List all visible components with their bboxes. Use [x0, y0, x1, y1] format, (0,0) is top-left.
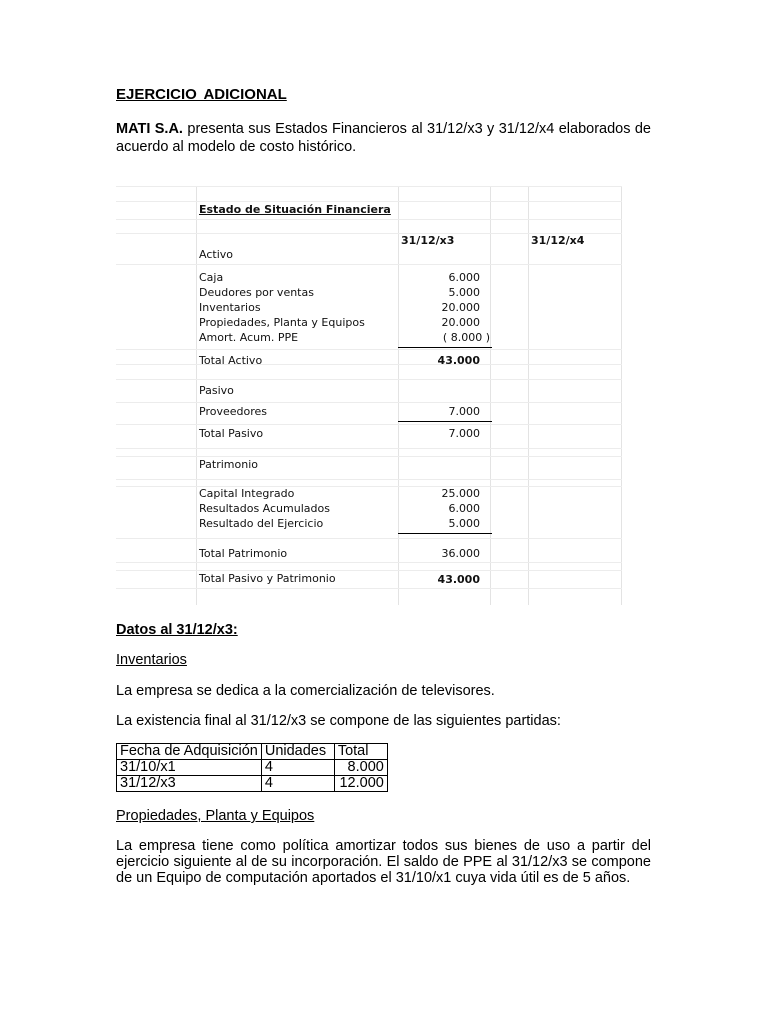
row-label: Capital Integrado: [199, 487, 295, 500]
section-patrimonio: Patrimonio: [199, 458, 258, 471]
row-value: 6.000: [448, 502, 480, 515]
sheet-title: Estado de Situación Financiera: [199, 203, 391, 216]
total-pasivo-label: Total Pasivo: [199, 427, 264, 440]
inventarios-paragraph-2: La existencia final al 31/12/x3 se compone de las siguientes partidas:: [116, 713, 561, 729]
grand-total-label: Total Pasivo y Patrimonio: [199, 572, 336, 585]
datos-heading: Datos al 31/12/x3:: [116, 622, 238, 638]
row-value: 6.000: [448, 271, 480, 284]
table-cell: 4: [261, 760, 334, 776]
row-label: Proveedores: [199, 405, 267, 418]
row-label: Caja: [199, 271, 224, 284]
row-value: 5.000: [448, 286, 480, 299]
table-cell: 31/10/x1: [117, 760, 262, 776]
row-label: Amort. Acum. PPE: [199, 331, 299, 344]
row-label: Resultado del Ejercicio: [199, 517, 324, 530]
grand-total-value: 43.000: [437, 573, 480, 586]
row-value: ( 8.000 ): [442, 331, 490, 344]
inventarios-heading: Inventarios: [116, 652, 187, 668]
row-label: Deudores por ventas: [199, 286, 314, 299]
intro-text: presenta sus Estados Financieros al 31/12/x3 y 31/12/x4 elaborados de acuerdo al modelo de costo histórico.: [116, 121, 651, 155]
table-row: [117, 776, 388, 792]
table-row: [117, 760, 388, 776]
row-value: 5.000: [448, 517, 480, 530]
balance-sheet: [116, 186, 622, 605]
inventarios-paragraph-1: La empresa se dedica a la comercialización de televisores.: [116, 683, 495, 699]
section-activo: Activo: [199, 248, 233, 261]
table-cell: 4: [261, 776, 334, 792]
table-header: Unidades: [261, 744, 334, 760]
table-cell: 8.000: [334, 760, 387, 776]
col-header-x4: 31/12/x4: [531, 234, 585, 247]
table-header: Total: [334, 744, 387, 760]
row-label: Propiedades, Planta y Equipos: [199, 316, 365, 329]
total-patrimonio-label: Total Patrimonio: [199, 547, 288, 560]
row-value: 7.000: [448, 405, 480, 418]
total-activo-label: Total Activo: [199, 354, 263, 367]
inventory-table: [116, 743, 388, 792]
document-title: EJERCICIO ADICIONAL: [116, 86, 287, 103]
row-label: Resultados Acumulados: [199, 502, 330, 515]
section-pasivo: Pasivo: [199, 384, 234, 397]
ppe-heading: Propiedades, Planta y Equipos: [116, 808, 315, 824]
table-header: Fecha de Adquisición: [117, 744, 262, 760]
table-cell: 31/12/x3: [117, 776, 262, 792]
row-label: Inventarios: [199, 301, 261, 314]
table-cell: 12.000: [334, 776, 387, 792]
ppe-paragraph: La empresa tiene como política amortizar todos sus bienes de uso a partir del ejercicio siguiente al de su incorporación. El saldo de PPE al 31/12/x3 se compone de un Equipo de computación aportados el 31/10/x1 cuya vida útil es de 5 años.: [116, 838, 651, 886]
company-name: MATI S.A.: [116, 121, 183, 137]
table-header-row: [117, 744, 388, 760]
intro-paragraph: [116, 120, 651, 156]
row-value: 20.000: [441, 316, 480, 329]
total-activo-value: 43.000: [437, 354, 480, 367]
col-header-x3: 31/12/x3: [401, 234, 455, 247]
total-pasivo-value: 7.000: [448, 427, 480, 440]
row-value: 20.000: [441, 301, 480, 314]
row-value: 25.000: [441, 487, 480, 500]
total-patrimonio-value: 36.000: [441, 547, 480, 560]
